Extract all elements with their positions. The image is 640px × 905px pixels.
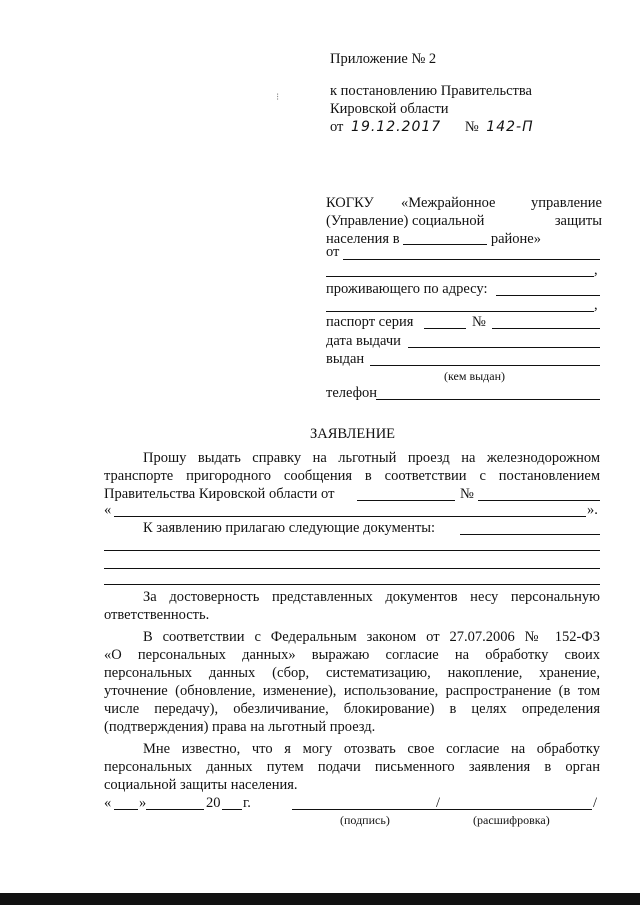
consent-line-5: числе передачу), обезличивание, блокирование) в целях определения bbox=[104, 701, 600, 717]
number-prefix: № bbox=[464, 119, 479, 135]
issued-by-hint: (кем выдан) bbox=[444, 369, 506, 383]
phone-label: телефон bbox=[326, 385, 378, 401]
recipient-org-line3 bbox=[326, 231, 541, 248]
passport-series-label: паспорт серия bbox=[326, 314, 414, 330]
address-label: проживающего по адресу: bbox=[326, 281, 488, 297]
scan-mark: ⁝ bbox=[276, 92, 280, 103]
phone-field[interactable] bbox=[376, 399, 600, 400]
appendix-resolution-line: к постановлению Правительства bbox=[330, 83, 532, 99]
quote-close: ». bbox=[587, 502, 598, 518]
passport-number-label: № bbox=[472, 314, 486, 330]
resolution-number-field[interactable] bbox=[478, 500, 600, 501]
attachments-label: К заявлению прилагаю следующие документы: bbox=[143, 520, 436, 536]
passport-number-field[interactable] bbox=[492, 328, 600, 329]
org-name-part: управление bbox=[531, 195, 602, 211]
responsibility-line-1: За достоверность представленных документов несу персональную bbox=[143, 589, 600, 605]
resolution-title-field[interactable] bbox=[114, 516, 586, 517]
year-field[interactable] bbox=[222, 809, 242, 810]
year-prefix: 20 bbox=[206, 795, 221, 811]
signature-hint: (подпись) bbox=[340, 813, 390, 827]
address-field-continued[interactable] bbox=[326, 311, 594, 312]
request-line-2: транспорте пригородного сообщения в соответствии с постановлением bbox=[104, 468, 600, 484]
attachments-field-line[interactable] bbox=[104, 568, 600, 569]
quote-open: « bbox=[104, 502, 112, 518]
org-abbrev: КОГКУ bbox=[326, 195, 374, 211]
from-label: от bbox=[326, 244, 340, 260]
issue-date-field[interactable] bbox=[408, 347, 600, 348]
passport-series-field[interactable] bbox=[424, 328, 466, 329]
consent-line-4: уточнение (обновление, изменение), использование, распространение (в том bbox=[104, 683, 600, 699]
org-name-part: «Межрайонное bbox=[401, 195, 496, 211]
decode-hint: (расшифровка) bbox=[473, 813, 550, 827]
consent-line-6: (подтверждения) права на льготный проезд. bbox=[104, 719, 376, 735]
org-name-part: защиты bbox=[554, 213, 602, 229]
attachments-field[interactable] bbox=[460, 534, 600, 535]
from-field[interactable] bbox=[343, 259, 600, 260]
date-prefix: от bbox=[330, 119, 344, 135]
handwritten-number: 142-П bbox=[486, 119, 534, 135]
comma: , bbox=[594, 262, 598, 278]
resolution-number-label: № bbox=[460, 486, 474, 502]
month-field[interactable] bbox=[146, 809, 204, 810]
org-name-part: районе» bbox=[490, 231, 541, 247]
revocation-line-3: социальной защиты населения. bbox=[104, 777, 298, 793]
revocation-line-1: Мне известно, что я могу отозвать свое согласие на обработку bbox=[143, 741, 600, 757]
date-close-quote: » bbox=[139, 795, 147, 811]
attachments-field-line[interactable] bbox=[104, 550, 600, 551]
document-heading: ЗАЯВЛЕНИЕ bbox=[310, 426, 396, 442]
resolution-date-field[interactable] bbox=[357, 500, 455, 501]
appendix-date-row bbox=[330, 119, 534, 136]
signature-field[interactable] bbox=[292, 809, 592, 810]
handwritten-date: 19.12.2017 bbox=[351, 119, 442, 135]
consent-line-2: «О персональных данных» выражаю согласие на обработку своих bbox=[104, 647, 600, 663]
appendix-title: Приложение № 2 bbox=[330, 51, 437, 67]
org-name-part: населения в bbox=[326, 231, 400, 247]
attachments-field-line[interactable] bbox=[104, 584, 600, 585]
date-open-quote: « bbox=[104, 795, 112, 811]
signature-slash: / bbox=[436, 795, 441, 811]
consent-line-3: персональных данных (сбор, систематизацию, накопление, хранение, bbox=[104, 665, 600, 681]
issue-date-label: дата выдачи bbox=[326, 333, 401, 349]
issued-by-label: выдан bbox=[326, 351, 365, 367]
request-line-3: Правительства Кировской области от bbox=[104, 486, 335, 502]
district-field[interactable] bbox=[403, 244, 487, 245]
revocation-line-2: персональных данных путем подачи письменного заявления в орган bbox=[104, 759, 600, 775]
responsibility-line-2: ответственность. bbox=[104, 607, 210, 623]
org-name-part: (Управление) социальной bbox=[326, 213, 485, 229]
appendix-region-line: Кировской области bbox=[330, 101, 449, 117]
day-field[interactable] bbox=[114, 809, 138, 810]
recipient-org-line1 bbox=[326, 195, 602, 212]
recipient-org-line2 bbox=[326, 213, 602, 230]
from-field-continued[interactable] bbox=[326, 276, 594, 277]
consent-line-1: В соответствии с Федеральным законом от 27.07.2006 № 152-ФЗ bbox=[143, 629, 600, 645]
year-suffix: г. bbox=[243, 795, 251, 811]
address-field[interactable] bbox=[496, 295, 600, 296]
request-line-1: Прошу выдать справку на льготный проезд на железнодорожном bbox=[143, 450, 600, 466]
issued-by-field[interactable] bbox=[370, 365, 600, 366]
signature-slash-end: / bbox=[593, 795, 598, 811]
comma: , bbox=[594, 297, 598, 313]
scan-border bbox=[0, 893, 640, 905]
